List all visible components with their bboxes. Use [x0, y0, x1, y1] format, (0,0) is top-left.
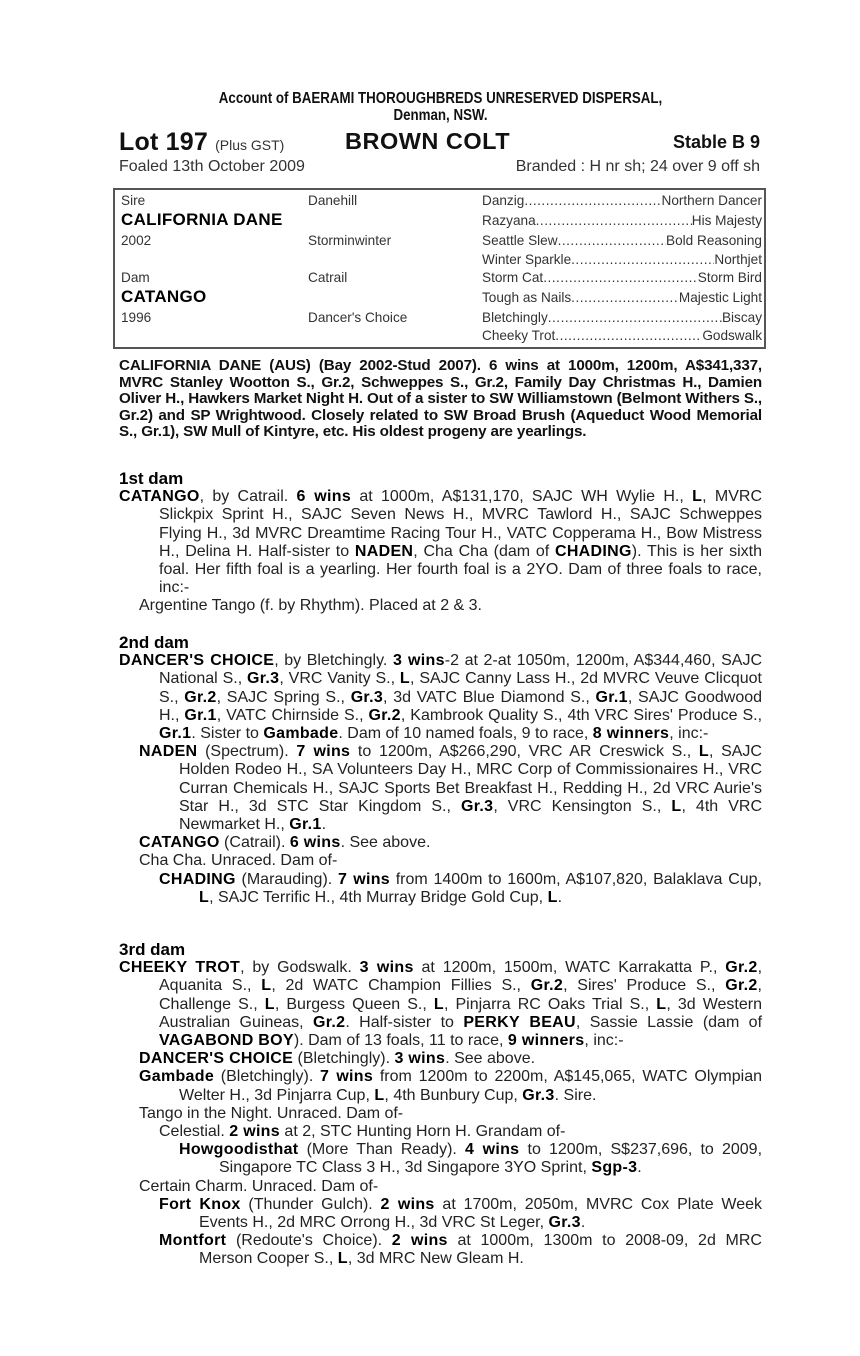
grand-progeny-entry: Montfort (Redoute's Choice). 2 wins at 1000m, 1300m to 2008-09, 2d MRC Merson Cooper S., L, 3d MRC New Gleam H. [159, 1232, 762, 1268]
sire-summary: CALIFORNIA DANE (AUS) (Bay 2002-Stud 2007). 6 wins at 1000m, 1200m, A$341,337, MVRC Stanley Wootton S., Gr.2, Schweppes S., Gr.2, Family Day Christmas H., Damien Oliver H., Hawkers Market Night H. Out of a sister to SW Williamstown (Belmont Withers S., Gr.2) and SP Wrightwood. Closely related to SW Broad Brush (Aqueduct Wood Memorial S., Gr.1), SW Mull of Kintyre, etc. His oldest progeny are yearlings. [119, 357, 762, 440]
gg-right: Godswalk [702, 328, 762, 343]
brand-marks: Branded : H nr sh; 24 over 9 off sh [515, 158, 760, 175]
consignor-line-2: Denman, NSW. [393, 107, 488, 124]
second-dam-section [119, 634, 762, 907]
horse-name: Montfort [159, 1232, 227, 1250]
gg-left: Storm Cat [482, 270, 544, 285]
horse-name: Gambade [139, 1068, 215, 1086]
pedigree-table [113, 188, 766, 349]
lot-note: (Plus GST) [215, 137, 285, 153]
dam-entry: DANCER'S CHOICE, by Bletchingly. 3 wins-2 at 2-at 1050m, 1200m, A$344,460, SAJC National S., Gr.3, VRC Vanity S., L, SAJC Canny Lass H., 2d MVRC Veuve Clicquot S., Gr.2, SAJC Spring S., Gr.3, 3d VATC Blue Diamond S., Gr.1, SAJC Goodwood H., Gr.1, VATC Chirnside S., Gr.2, Kambrook Quality S., 4th VRC Sires' Produce S., Gr.1. Sister to Gambade. Dam of 10 named foals, 9 to race, 8 winners, inc:- [119, 652, 763, 743]
leader-dots [571, 251, 714, 269]
horse-name: DANCER'S CHOICE [119, 652, 275, 670]
stable: Stable B 9 [672, 132, 760, 152]
grandparent-row [482, 289, 762, 307]
sire-name: CALIFORNIA DANE [121, 210, 283, 229]
grandparent-row [482, 251, 762, 269]
horse-name: CATANGO [139, 834, 220, 852]
leader-dots [536, 212, 692, 230]
gg-left: Tough as Nails [482, 290, 572, 305]
grand-progeny-entry: Fort Knox (Thunder Gulch). 2 wins at 1700m, 2050m, MVRC Cox Plate Week Events H., 2d MRC Orrong H., 3d VRC St Leger, Gr.3. [159, 1195, 763, 1232]
dam-label: Dam [121, 270, 150, 285]
section-heading: 2nd dam [119, 633, 189, 652]
consignor [164, 90, 717, 124]
grandparent-row [482, 232, 762, 250]
colour-sex: BROWN COLT [345, 128, 511, 154]
great-grand-progeny-entry: Howgoodisthat (More Than Ready). 4 wins to 1200m, S$237,696, to 2009, Singapore TC Class 3 H., 3d Singapore 3YO Sprint, Sgp-3. [179, 1141, 763, 1177]
sire-label: Sire [121, 193, 146, 208]
gg-left: Bletchingly [482, 310, 548, 325]
gg-left: Winter Sparkle [482, 252, 572, 267]
grandparent-row [482, 309, 762, 327]
consignor-line-1: Account of BAERAMI THOROUGHBREDS UNRESERVED DISPERSAL, [218, 90, 663, 107]
gg-right: Storm Bird [697, 270, 762, 285]
horse-name: DANCER'S CHOICE [139, 1050, 294, 1068]
gg-right: Northern Dancer [661, 193, 762, 208]
dam-name: CATANGO [121, 287, 207, 306]
leader-dots [558, 232, 666, 250]
sire-dam: Storminwinter [308, 233, 392, 248]
dam-sire: Catrail [308, 270, 348, 285]
grandparent-row [482, 327, 762, 345]
gg-right: Northjet [714, 252, 762, 267]
leader-dots [524, 192, 661, 210]
section-heading: 1st dam [119, 469, 184, 488]
gg-left: Cheeky Trot [482, 328, 556, 343]
gg-left: Seattle Slew [482, 233, 558, 248]
progeny-entry: Cha Cha. Unraced. Dam of- [139, 852, 338, 870]
grandparent-row [482, 212, 762, 230]
gg-left: Danzig [482, 193, 525, 208]
grand-progeny-entry: CHADING (Marauding). 7 wins from 1400m to 1600m, A$107,820, Balaklava Cup, L, SAJC Terrific H., 4th Murray Bridge Gold Cup, L. [159, 870, 762, 906]
foaled-date: Foaled 13th October 2009 [119, 158, 305, 175]
third-dam-section [119, 941, 762, 1269]
horse-name: NADEN [139, 743, 198, 761]
horse-name: CHEEKY TROT [119, 959, 241, 977]
lot-number [119, 128, 284, 157]
progeny-entry: Argentine Tango (f. by Rhythm). Placed at 2 & 3. [139, 597, 482, 615]
dam-dam: Dancer's Choice [308, 310, 408, 325]
catalogue-page [119, 90, 763, 1268]
gg-right: Bold Reasoning [666, 233, 762, 248]
gg-right: Biscay [721, 310, 762, 325]
gg-left: Razyana [482, 213, 536, 228]
progeny-entry: Gambade (Bletchingly). 7 wins from 1200m to 2200m, A$145,065, WATC Olympian Welter H., 3d Pinjarra Cup, L, 4th Bunbury Cup, Gr.3. Sire. [139, 1068, 762, 1104]
progeny-entry: NADEN (Spectrum). 7 wins to 1200m, A$266,290, VRC AR Creswick S., L, SAJC Holden Rodeo H., SA Volunteers Day H., MRC Corp of Commissionaires H., VRC Curran Chemicals H., SAJC Sports Bet Breakfast H., Redding H., 2d VRC Aurie's Star H., 3d STC Star Kingdom S., Gr.3, VRC Kensington S., L, 4th VRC Newmarket H., Gr.1. [139, 743, 762, 834]
grandparent-row [482, 269, 762, 287]
first-dam-section [119, 470, 762, 616]
dam-year: 1996 [121, 310, 152, 325]
horse-name: Howgoodisthat [179, 1141, 299, 1159]
horse-name: CATANGO [119, 488, 200, 506]
horse-name: CHADING [159, 870, 236, 888]
progeny-entry: DANCER'S CHOICE (Bletchingly). 3 wins. See above. [139, 1050, 536, 1068]
progeny-entry: Tango in the Night. Unraced. Dam of- [139, 1104, 404, 1122]
dam-entry: CATANGO, by Catrail. 6 wins at 1000m, A$131,170, SAJC WH Wylie H., L, MVRC Slickpix Sprint H., SAJC Seven News H., MVRC Tawlord H., SAJC Schweppes Flying H., 3d MVRC Dreamtime Racing Tour H., VATC Copperama H., Bow Mistress H., Delina H. Half-sister to NADEN, Cha Cha (dam of CHADING). This is her sixth foal. Her fifth foal is a yearling. Her fourth foal is a 2YO. Dam of three foals to race, inc:- [119, 488, 763, 597]
grandparent-row [482, 192, 762, 210]
gg-right: His Majesty [691, 213, 762, 228]
leader-dots [571, 289, 679, 307]
lot-row [119, 128, 762, 158]
sire-year: 2002 [121, 233, 152, 248]
gg-right: Majestic Light [678, 290, 762, 305]
horse-name: Fort Knox [159, 1195, 241, 1213]
sire-sire: Danehill [308, 193, 358, 208]
foaled-row [119, 158, 762, 180]
progeny-entry: CATANGO (Catrail). 6 wins. See above. [139, 834, 431, 852]
lot-label: Lot 197 [119, 128, 208, 156]
section-heading: 3rd dam [119, 940, 186, 959]
dam-entry: CHEEKY TROT, by Godswalk. 3 wins at 1200m, 1500m, WATC Karrakatta P., Gr.2, Aquanita S., L, 2d WATC Champion Fillies S., Gr.2, Sires' Produce S., Gr.2, Challenge S., L, Burgess Queen S., L, Pinjarra RC Oaks Trial S., L, 3d Western Australian Guineas, Gr.2. Half-sister to PERKY BEAU, Sassie Lassie (dam of VAGABOND BOY). Dam of 13 foals, 11 to race, 9 winners, inc:- [119, 959, 763, 1050]
leader-dots [548, 309, 722, 327]
leader-dots [555, 327, 702, 345]
progeny-entry: Certain Charm. Unraced. Dam of- [139, 1177, 379, 1195]
leader-dots [543, 269, 698, 287]
grand-progeny-entry: Celestial. 2 wins at 2, STC Hunting Horn H. Grandam of- [159, 1123, 566, 1141]
